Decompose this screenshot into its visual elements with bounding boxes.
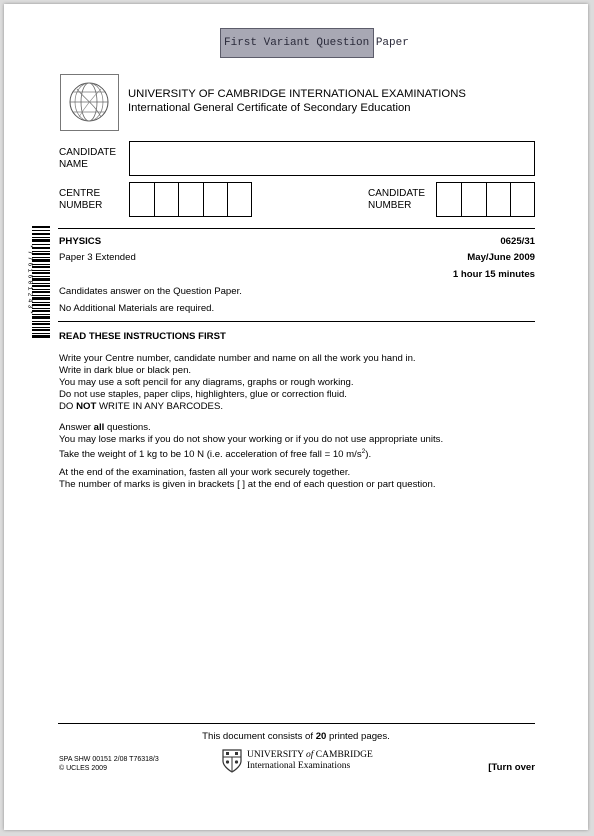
divider (58, 228, 535, 229)
centre-number-label (59, 188, 102, 212)
logo-cambridge: CAMBRIDGE (313, 750, 373, 760)
cambridge-crest-icon (222, 749, 242, 773)
centre-number-label-line2: NUMBER (59, 200, 103, 211)
barcode-text: *7761601243* (26, 244, 34, 317)
syllabus-code: 0625/31 (500, 236, 535, 247)
instruction-line-answer (59, 422, 443, 434)
paper-name: Paper 3 Extended (59, 252, 136, 263)
candidate-number-label (368, 188, 425, 212)
barcode-instruction-not: NOT (76, 401, 97, 412)
candidate-number-field[interactable] (436, 182, 535, 217)
instructions-block-2 (59, 422, 443, 461)
instruction-line: You may use a soft pencil for any diagrams, graphs or rough working. (59, 377, 354, 388)
answer-location: Candidates answer on the Question Paper. (59, 286, 242, 297)
logo-line-2: International Examinations (247, 761, 351, 771)
barcode-instruction-pre: DO (59, 401, 77, 412)
centre-number-field[interactable] (129, 182, 252, 217)
reference-code: SPA SHW 00151 2/08 T76318/3 (59, 756, 159, 763)
globe-logo-icon (60, 74, 119, 131)
candidate-name-label-line2: NAME (59, 159, 88, 170)
logo-of: of (306, 750, 314, 760)
instruction-line: Write your Centre number, candidate number and name on all the work you hand in. (59, 353, 416, 364)
logo-university: UNIVERSITY (247, 750, 307, 760)
digit-divider (154, 183, 155, 216)
subject: PHYSICS (59, 236, 102, 247)
instruction-line: Write in dark blue or black pen. (59, 365, 192, 376)
page-count-pre: This document consists of (202, 731, 316, 742)
variant-banner: First Variant Question Paper (220, 28, 374, 58)
answer-post: questions. (104, 422, 151, 433)
additional-materials: No Additional Materials are required. (59, 303, 215, 314)
qualification-title: International General Certificate of Secondary Education (128, 102, 411, 114)
answer-pre: Answer (59, 422, 94, 433)
instruction-line: You may lose marks if you do not show your working or if you do not use appropriate units. (59, 434, 444, 445)
barcode-instruction-post: WRITE IN ANY BARCODES. (96, 401, 224, 412)
cambridge-logo-text (247, 750, 373, 772)
digit-divider (227, 183, 228, 216)
instruction-line-barcodes (59, 401, 416, 413)
exam-board-title: UNIVERSITY OF CAMBRIDGE INTERNATIONAL EXAMINATIONS (128, 88, 466, 100)
barcode (25, 226, 50, 338)
turn-over-note: [Turn over (488, 762, 535, 773)
logo-line-1 (247, 750, 373, 761)
digit-divider (486, 183, 487, 216)
answer-all: all (93, 422, 105, 433)
digit-divider (178, 183, 179, 216)
candidate-name-label-line1: CANDIDATE (59, 147, 117, 158)
instruction-line: The number of marks is given in brackets [ ] at the end of each question or part question. (59, 479, 436, 490)
weight-pre: Take the weight of 1 kg to be 10 N (i.e. acceleration of free fall = 10 m/s (59, 449, 362, 461)
candidate-number-label-line2: NUMBER (368, 200, 412, 211)
digit-divider (461, 183, 462, 216)
page-count-post: printed pages. (326, 731, 390, 742)
instruction-line: Do not use staples, paper clips, highlighters, glue or correction fluid. (59, 389, 347, 400)
weight-post: ). (365, 449, 372, 461)
divider (58, 723, 535, 724)
instruction-line: At the end of the examination, fasten all your work securely together. (59, 467, 351, 478)
instruction-line-weight (59, 446, 443, 461)
weight-superscript: 2 (361, 448, 366, 455)
candidate-name-label (59, 147, 116, 171)
page-count-note (4, 731, 588, 743)
instructions-heading: READ THESE INSTRUCTIONS FIRST (59, 331, 226, 342)
digit-divider (203, 183, 204, 216)
instructions-block-3 (59, 467, 436, 491)
instructions-block-1 (59, 353, 416, 413)
candidate-number-label-line1: CANDIDATE (368, 188, 426, 199)
page-count-number: 20 (315, 731, 327, 742)
copyright: © UCLES 2009 (59, 765, 107, 772)
publication-reference (59, 755, 159, 773)
candidate-name-field[interactable] (129, 141, 535, 176)
digit-divider (510, 183, 511, 216)
divider (58, 321, 535, 322)
exam-cover-page (4, 4, 588, 830)
centre-number-label-line1: CENTRE (59, 188, 101, 199)
exam-duration: 1 hour 15 minutes (452, 269, 535, 280)
exam-session: May/June 2009 (467, 252, 535, 263)
